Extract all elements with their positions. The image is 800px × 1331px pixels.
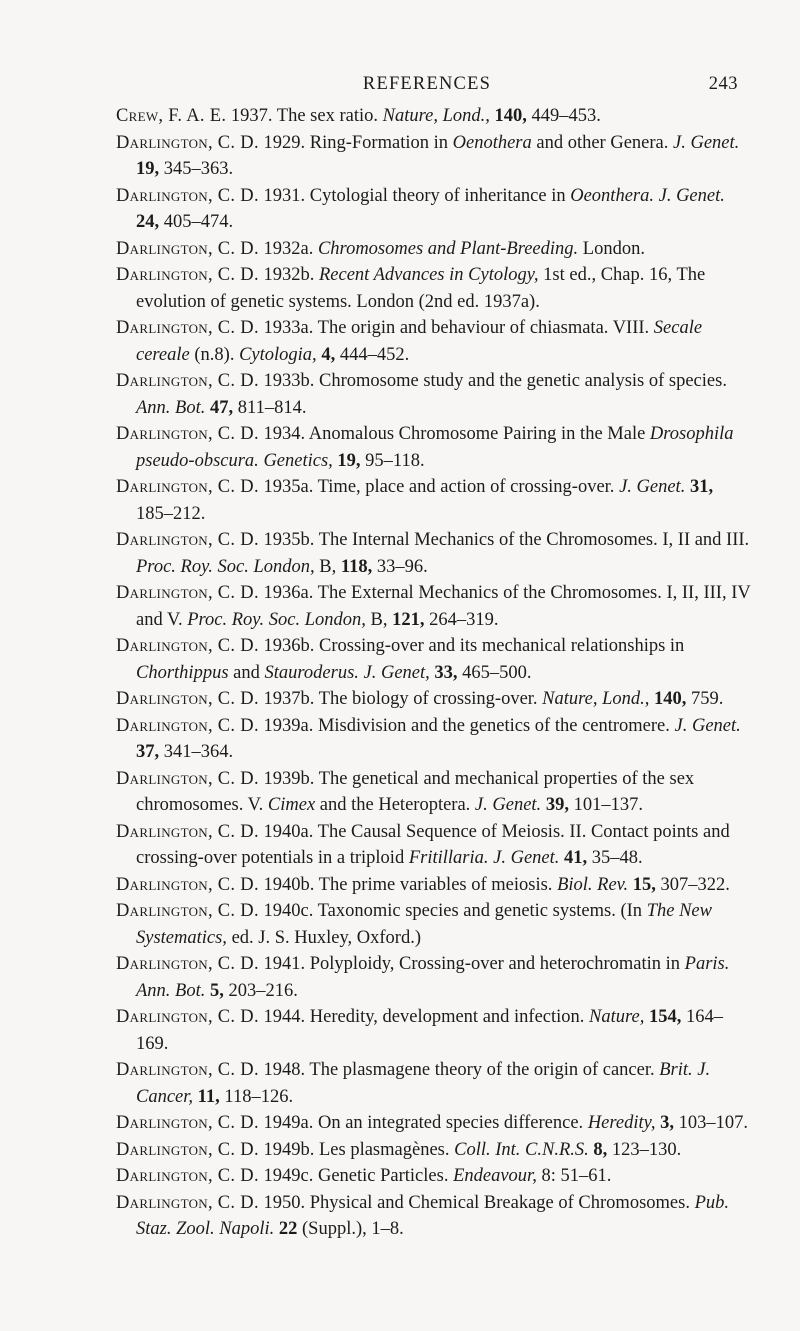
ref-title: Anomalous Chromosome Pairing in the Male xyxy=(308,424,646,444)
ref-pages: 307–322. xyxy=(660,874,730,895)
ref-volume: 31, xyxy=(689,477,714,497)
reference-entry xyxy=(116,766,752,819)
ref-volume: 140, xyxy=(494,106,527,126)
ref-year: 1929. xyxy=(263,132,306,153)
ref-pages: 123–130. xyxy=(611,1139,682,1160)
ref-year: 1936b. xyxy=(263,636,315,656)
ref-author: Darlington, C. D. xyxy=(116,1139,259,1160)
ref-title: The biology of crossing-over. xyxy=(318,689,538,709)
ref-year: 1939a. xyxy=(263,715,314,736)
ref-title: The External Mechanics of the Chromosomes. I, II, III, IV and V. xyxy=(136,583,751,630)
ref-year: 1937b. xyxy=(263,689,315,709)
ref-title-italic: Chorthippus xyxy=(136,662,229,683)
ref-pages: 185–212. xyxy=(136,503,206,524)
ref-year: 1933b. xyxy=(263,371,315,391)
ref-title-italic: Drosophila pseudo-obscura. xyxy=(136,424,734,471)
ref-title-mid: and xyxy=(233,662,260,683)
reference-entry xyxy=(116,474,752,527)
ref-pages: 35–48. xyxy=(591,848,643,868)
ref-year: 1949b. xyxy=(263,1139,315,1160)
ref-journal: Proc. Roy. Soc. London, xyxy=(187,609,366,630)
ref-pages: 465–500. xyxy=(462,662,532,683)
ref-pages: 449–453. xyxy=(531,106,601,126)
ref-journal: Ann. Bot. xyxy=(136,980,206,1001)
ref-volume: 39, xyxy=(545,795,569,815)
reference-entry xyxy=(116,1190,752,1243)
ref-series: B, xyxy=(370,609,388,630)
ref-journal: J. Genet. xyxy=(674,715,741,736)
ref-title: Taxonomic species and genetic systems. (In xyxy=(317,901,643,921)
ref-volume: 47, xyxy=(210,397,234,418)
ref-year: 1935b. xyxy=(263,530,315,550)
ref-volume: 19, xyxy=(337,450,361,471)
ref-pages: London. xyxy=(582,238,645,259)
ref-pages: 164–169. xyxy=(136,1007,724,1054)
reference-entry xyxy=(116,315,752,368)
ref-pages: 811–814. xyxy=(237,397,307,418)
reference-entry xyxy=(116,1057,752,1110)
ref-title-rest: (n.8). xyxy=(194,344,235,365)
ref-year: 1950. xyxy=(263,1192,306,1213)
reference-entry xyxy=(116,872,752,899)
reference-entry xyxy=(116,1137,752,1164)
ref-volume: 41, xyxy=(564,848,588,868)
ref-author: Darlington, C. D. xyxy=(116,238,259,259)
ref-journal: Nature, Lond., xyxy=(542,689,650,709)
ref-journal: J. Genet. xyxy=(673,132,740,153)
ref-author: Darlington, C. D. xyxy=(116,1192,259,1213)
ref-pages: 1st ed., Chap. 16, The evolution of genetic systems. London (2nd ed. 1937a). xyxy=(136,265,706,312)
ref-title: Cytologial theory of inheritance in xyxy=(309,185,566,206)
reference-entry xyxy=(116,580,752,633)
reference-entry xyxy=(116,527,752,580)
ref-year: 1940c. xyxy=(263,901,314,921)
ref-author: Darlington, C. D. xyxy=(116,954,259,974)
ref-author: Darlington, C. D. xyxy=(116,477,259,497)
ref-title-rest: and the Heteroptera. xyxy=(319,795,471,815)
ref-title: Genetic Particles. xyxy=(317,1166,449,1186)
ref-journal: Nature, Lond., xyxy=(382,106,490,126)
ref-year: 1931. xyxy=(263,185,306,206)
ref-journal: Biol. Rev. xyxy=(557,874,629,895)
ref-title-rest: and other Genera. xyxy=(536,132,669,153)
ref-pages: 118–126. xyxy=(224,1086,294,1107)
ref-pages: (Suppl.), 1–8. xyxy=(302,1219,404,1239)
ref-journal: Ann. Bot. xyxy=(136,397,206,418)
reference-entry xyxy=(116,1004,752,1057)
reference-entry xyxy=(116,633,752,686)
ref-journal: J. Genet. xyxy=(493,848,560,868)
ref-journal: Brit. J. Cancer, xyxy=(136,1060,711,1107)
reference-list xyxy=(116,103,752,1243)
reference-entry xyxy=(116,898,752,951)
ref-journal: J. Genet. xyxy=(658,185,725,206)
ref-title: The Internal Mechanics of the Chromosomes. I, II and III. xyxy=(318,530,750,550)
reference-entry xyxy=(116,1110,752,1137)
reference-entry xyxy=(116,713,752,766)
ref-title: The genetical and mechanical properties of the sex chromosomes. V. xyxy=(136,768,695,815)
ref-title: Misdivision and the genetics of the centromere. xyxy=(317,715,670,736)
ref-year: 1940a. xyxy=(263,821,314,842)
ref-title-italic: Cimex xyxy=(267,795,316,815)
ref-title-italic: Oeonthera. xyxy=(570,185,654,206)
ref-title: Time, place and action of crossing-over. xyxy=(317,477,615,497)
ref-author: Darlington, C. D. xyxy=(116,901,259,921)
ref-volume: 11, xyxy=(197,1086,220,1107)
ref-volume: 140, xyxy=(654,689,687,709)
ref-journal: Cytologia, xyxy=(239,344,317,365)
ref-pages: 341–364. xyxy=(163,742,234,762)
ref-journal: Proc. Roy. Soc. London, xyxy=(136,556,315,577)
ref-volume: 121, xyxy=(392,609,425,630)
reference-entry xyxy=(116,236,752,263)
ref-pages: 345–363. xyxy=(163,159,234,179)
ref-title: On an integrated species difference. xyxy=(317,1113,584,1133)
ref-author: Darlington, C. D. xyxy=(116,1166,259,1186)
ref-title: Les plasmagènes. xyxy=(319,1139,450,1160)
ref-pages: 264–319. xyxy=(429,609,499,630)
ref-year: 1935a. xyxy=(263,477,314,497)
ref-title-italic: The New Systematics, xyxy=(136,901,712,948)
ref-pages: 101–137. xyxy=(573,795,643,815)
ref-title: Chromosome study and the genetic analysis of species. xyxy=(319,371,727,391)
ref-title: Physical and Chemical Breakage of Chromosomes. xyxy=(309,1192,690,1213)
ref-volume: 33, xyxy=(434,662,458,683)
ref-volume: 19, xyxy=(136,159,160,179)
ref-author: Darlington, C. D. xyxy=(116,689,259,709)
ref-volume: 8, xyxy=(593,1139,608,1160)
ref-journal: J. Genet. xyxy=(474,795,542,815)
ref-italic-title: Recent Advances in Cytology, xyxy=(319,265,539,285)
ref-pages: 444–452. xyxy=(339,344,410,365)
ref-year: 1939b. xyxy=(263,768,315,789)
reference-entry xyxy=(116,262,752,315)
ref-volume: 22 xyxy=(278,1219,298,1239)
ref-journal: Endeavour, xyxy=(453,1166,537,1186)
ref-journal: Coll. Int. C.N.R.S. xyxy=(454,1139,589,1160)
ref-title-italic: Secale cereale xyxy=(136,318,703,365)
ref-volume: 154, xyxy=(649,1007,682,1027)
ref-author: Darlington, C. D. xyxy=(116,1060,259,1080)
ref-journal: J. Genet. xyxy=(619,477,686,497)
ref-title: Heredity, development and infection. xyxy=(309,1007,585,1027)
ref-pages: 405–474. xyxy=(163,212,234,232)
ref-journal: Nature, xyxy=(589,1007,645,1027)
ref-series: B, xyxy=(319,556,337,577)
ref-title-italic: Fritillaria. xyxy=(408,848,489,868)
ref-year: 1934. xyxy=(263,424,306,444)
ref-volume: 118, xyxy=(340,556,373,577)
ref-author: Darlington, C. D. xyxy=(116,318,259,338)
ref-title: Ring-Formation in xyxy=(309,132,448,153)
ref-volume: 4, xyxy=(321,344,336,365)
ref-author: Darlington, C. D. xyxy=(116,874,259,895)
ref-author: Darlington, C. D. xyxy=(116,185,259,206)
ref-title: The prime variables of meiosis. xyxy=(318,874,553,895)
ref-journal: Heredity, xyxy=(587,1113,656,1133)
reference-entry xyxy=(116,819,752,872)
ref-volume: 15, xyxy=(632,874,656,895)
reference-entry xyxy=(116,951,752,1004)
ref-year: 1944. xyxy=(263,1007,306,1027)
ref-pages: 95–118. xyxy=(365,450,425,471)
ref-year: 1933a. xyxy=(263,318,314,338)
ref-author: Darlington, C. D. xyxy=(116,424,259,444)
ref-author: Darlington, C. D. xyxy=(116,1007,259,1027)
ref-title: Polyploidy, Crossing-over and heterochromatin in xyxy=(309,954,681,974)
ref-year: 1941. xyxy=(263,954,306,974)
ref-pages: 33–96. xyxy=(376,556,428,577)
reference-entry xyxy=(116,130,752,183)
ref-italic-title: Chromosomes and Plant-Breeding. xyxy=(317,238,579,259)
reference-entry xyxy=(116,368,752,421)
ref-pages: 759. xyxy=(691,689,724,709)
running-head-title: REFERENCES xyxy=(362,74,492,94)
ref-author: Darlington, C. D. xyxy=(116,768,259,789)
reference-entry xyxy=(116,1163,752,1190)
reference-entry xyxy=(116,103,752,130)
ref-title-rest: ed. J. S. Huxley, Oxford.) xyxy=(231,927,421,948)
running-head xyxy=(116,74,738,98)
ref-year: 1936a. xyxy=(263,583,314,603)
ref-title: The sex ratio. xyxy=(276,106,378,126)
ref-author: Darlington, C. D. xyxy=(116,132,259,153)
ref-title-italic: Paris. xyxy=(684,954,730,974)
ref-volume: 37, xyxy=(136,742,160,762)
ref-year: 1949c. xyxy=(263,1166,314,1186)
ref-author: Darlington, C. D. xyxy=(116,1113,259,1133)
ref-author: Darlington, C. D. xyxy=(116,371,259,391)
ref-title: The plasmagene theory of the origin of cancer. xyxy=(309,1060,655,1080)
ref-title-italic: Oenothera xyxy=(452,132,532,153)
ref-author: Darlington, C. D. xyxy=(116,715,259,736)
ref-author: Darlington, C. D. xyxy=(116,583,259,603)
ref-author: Darlington, C. D. xyxy=(116,530,259,550)
ref-volume: 24, xyxy=(136,212,160,232)
ref-title: Crossing-over and its mechanical relationships in xyxy=(319,636,685,656)
ref-journal: Genetics, xyxy=(263,450,333,471)
ref-author: Crew, F. A. E. xyxy=(116,106,227,126)
ref-year: 1932b. xyxy=(263,265,315,285)
ref-pages: 203–216. xyxy=(228,980,298,1001)
ref-volume: 3, xyxy=(660,1113,674,1133)
ref-year: 1932a. xyxy=(263,238,314,259)
ref-title: The origin and behaviour of chiasmata. VIII. xyxy=(317,318,650,338)
ref-title: The Causal Sequence of Meiosis. II. Contact points and crossing-over potentials in a triploid xyxy=(136,821,730,868)
ref-journal: Pub. Staz. Zool. Napoli. xyxy=(136,1192,730,1239)
reference-entry xyxy=(116,686,752,713)
page-number: 243 xyxy=(708,74,738,94)
reference-entry xyxy=(116,421,752,474)
reference-entry xyxy=(116,183,752,236)
ref-journal: J. Genet, xyxy=(363,662,430,683)
ref-pages: 8: 51–61. xyxy=(541,1166,612,1186)
ref-author: Darlington, C. D. xyxy=(116,821,259,842)
ref-author: Darlington, C. D. xyxy=(116,265,259,285)
ref-year: 1949a. xyxy=(263,1113,314,1133)
ref-year: 1948. xyxy=(263,1060,306,1080)
ref-pages: 103–107. xyxy=(678,1113,748,1133)
ref-year: 1937. xyxy=(230,106,273,126)
ref-author: Darlington, C. D. xyxy=(116,636,259,656)
ref-title-italic: Stauroderus. xyxy=(264,662,359,683)
ref-volume: 5, xyxy=(210,980,224,1001)
ref-year: 1940b. xyxy=(263,874,315,895)
